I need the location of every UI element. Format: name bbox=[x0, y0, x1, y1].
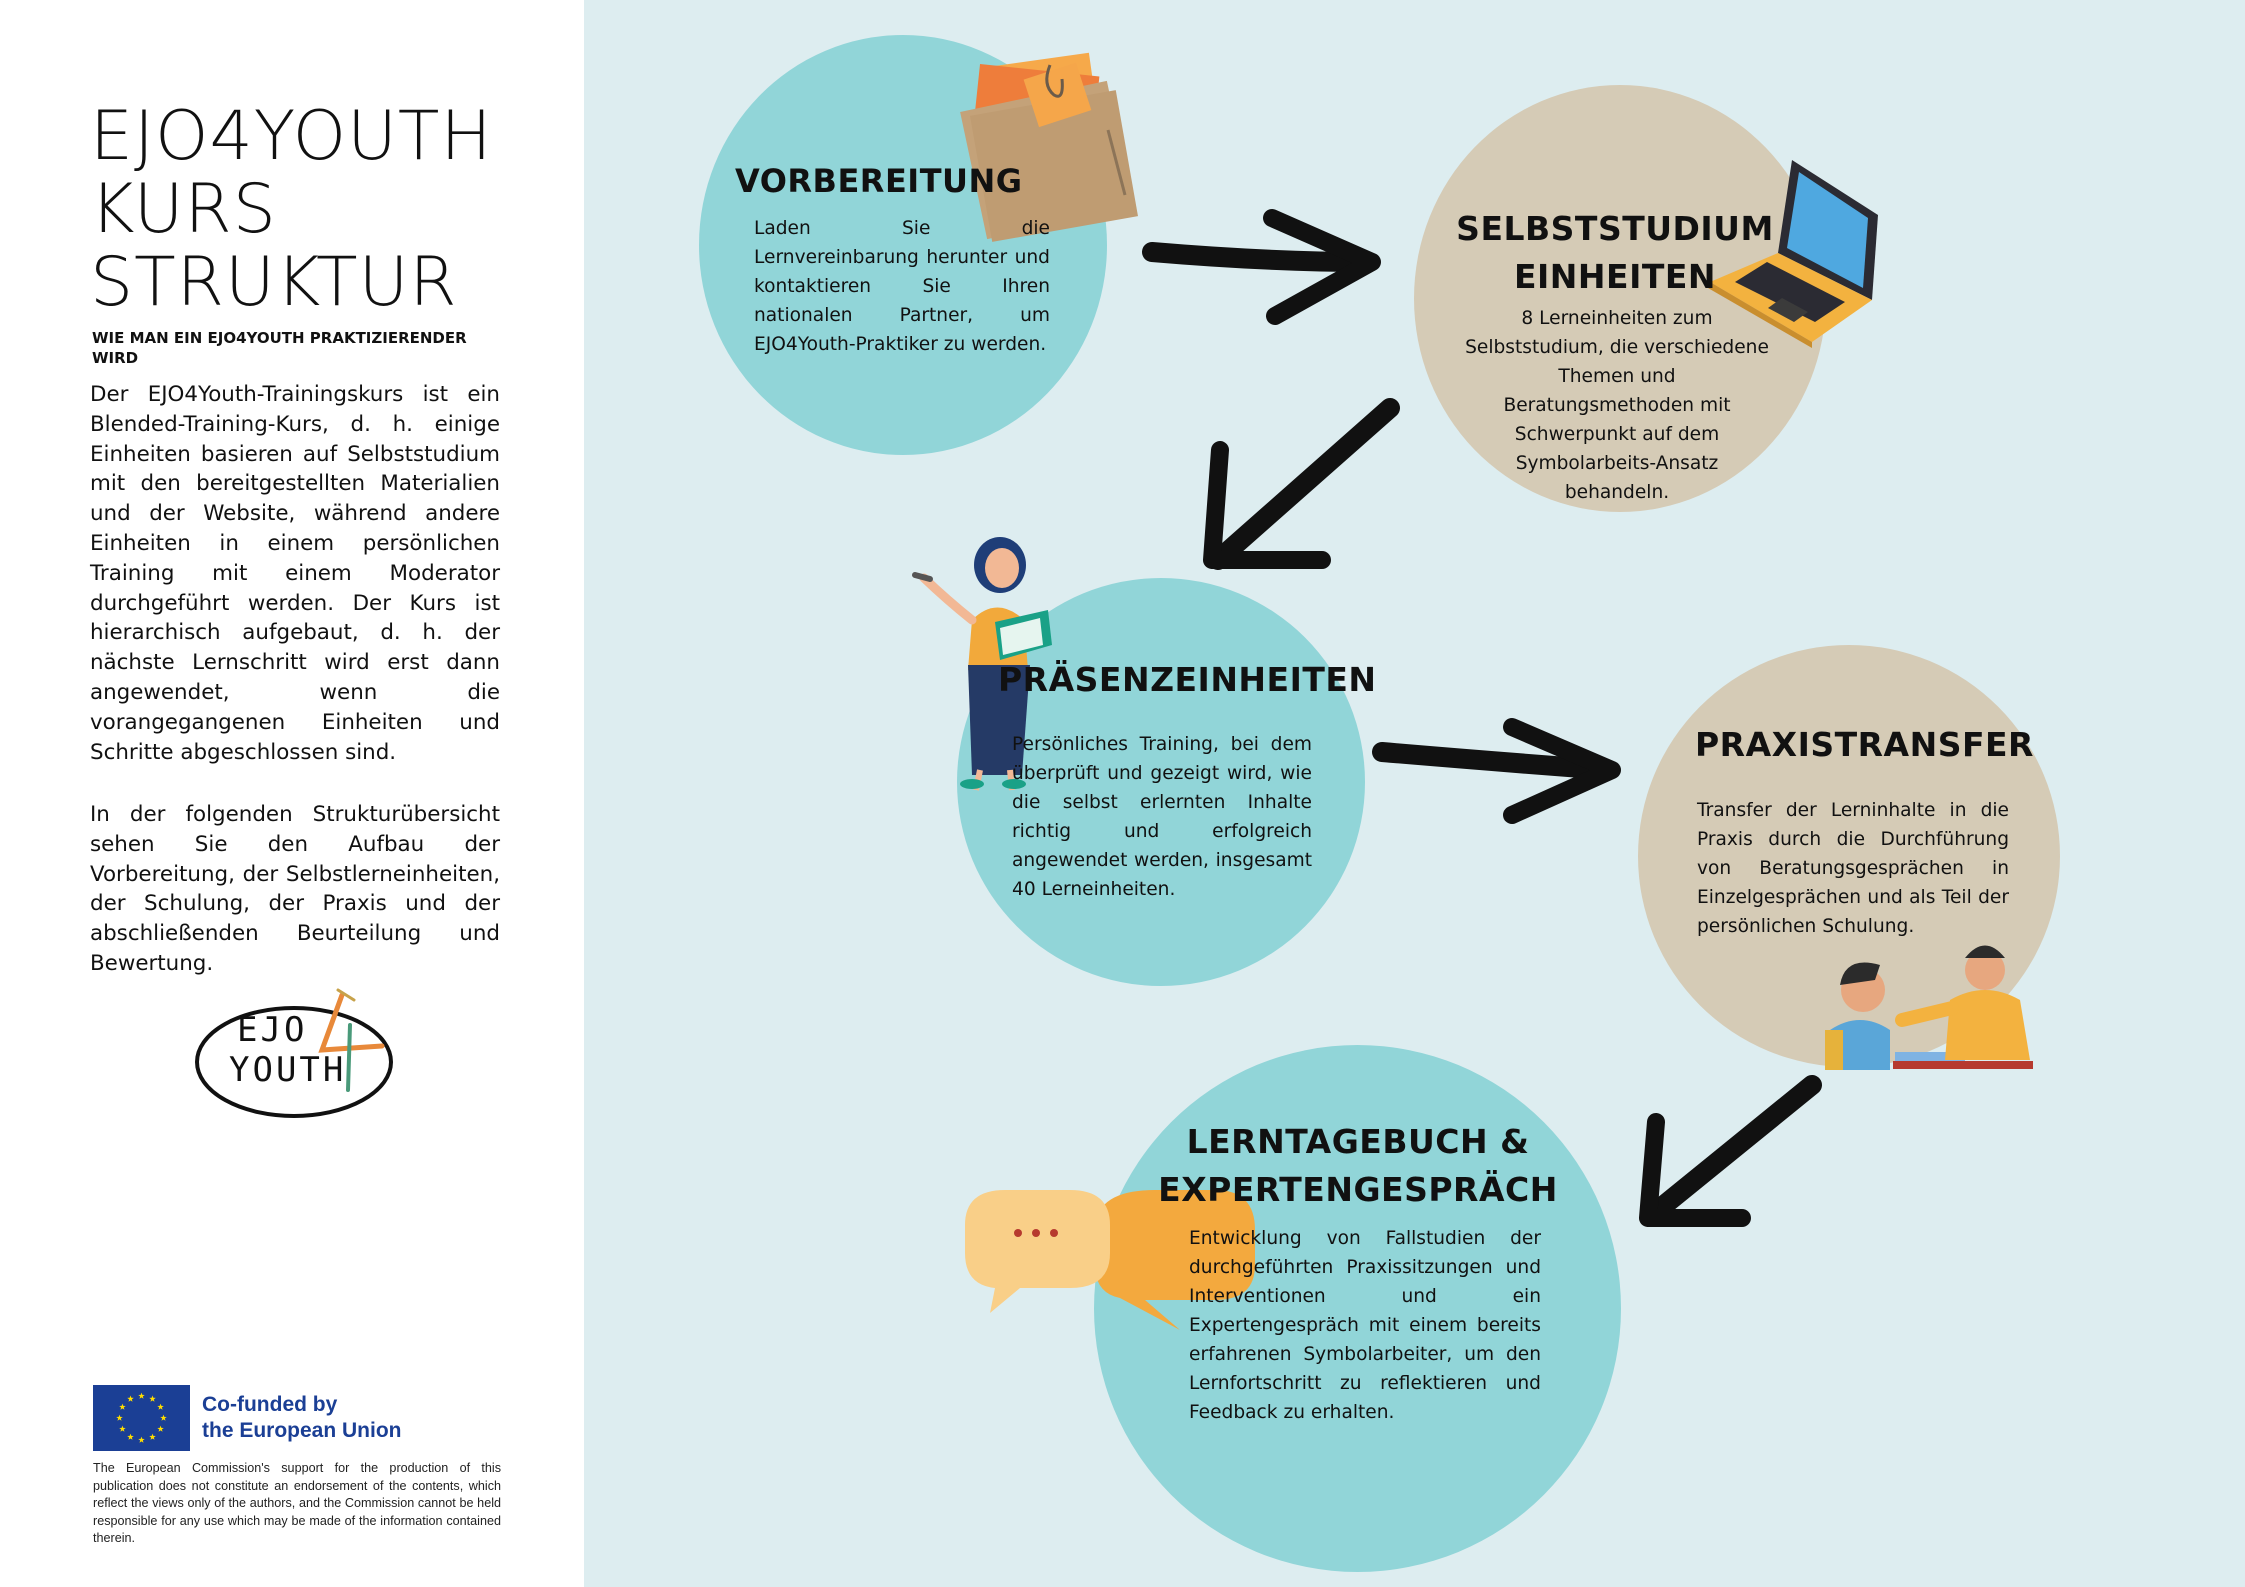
arrow-praxis-to-lerntagebuch bbox=[1652, 1085, 1812, 1215]
heading-lerntagebuch-line-1: LERNTAGEBUCH & bbox=[1186, 1122, 1530, 1161]
text-selbststudium: 8 Lerneinheiten zum Selbststudium, die verschiedene Themen und Beratungsmethoden mit Schwerpunkt auf dem Symbolarbeits-Ansatz behandeln. bbox=[1465, 308, 1769, 503]
intro-paragraph: Der EJO4Youth-Trainingskurs ist ein Blended-Training-Kurs, d. h. einige Einheiten basieren auf Selbststudium mit den bereitgestellten Materialien und der Website, während andere Einheiten in einem persönlichen Training mit einem Moderator durchgeführt werden. Der Kurs ist hierarchisch aufgebaut, d. h. der nächste Lernschritt wird erst dann angewendet, wenn die vorangegangenen Einheiten und Schritte abgeschlossen sind. bbox=[90, 382, 500, 765]
text-praesenz: Persönliches Training, bei dem überprüft und gezeigt wird, wie die selbst erlernten Inhalte richtig und erfolgreich angewendet werden, insgesamt 40 Lerneinheiten. bbox=[1012, 734, 1312, 900]
text-lerntagebuch: Entwicklung von Fallstudien der durchgeführten Praxissitzungen und Interventionen und ein Expertengespräch mit einem bereits erfahrenen Symbolarbeiter, um den Lernfortschritt zu reflektieren und Feedback zu erhalten. bbox=[1189, 1228, 1541, 1423]
title-line-3: STRUKTUR bbox=[90, 243, 458, 322]
title-line-1: EJO4YOUTH bbox=[90, 97, 493, 176]
logo-text-youth: YOUTH bbox=[229, 1050, 347, 1090]
heading-selbststudium bbox=[1454, 205, 1776, 301]
heading-praxis: PRAXISTRANSFER bbox=[1695, 725, 2034, 764]
logo-text-ejo: EJO bbox=[237, 1010, 308, 1050]
counseling-illustration-icon bbox=[1825, 946, 2033, 1071]
overview-paragraph: In der folgenden Strukturübersicht sehen Sie den Aufbau der Vorbereitung, der Selbstlerneinheiten, der Schulung, der Praxis und der abschließenden Beurteilung und Bewertung. bbox=[90, 802, 500, 976]
heading-selbststudium-line-2: EINHEITEN bbox=[1513, 257, 1717, 296]
title-line-2: KURS bbox=[90, 170, 277, 249]
text-vorbereitung: Laden Sie die Lernvereinbarung herunter und kontaktieren Sie Ihren nationalen Partner, um EJO4Youth-Praktiker zu werden. bbox=[754, 218, 1050, 355]
heading-vorbereitung: VORBEREITUNG bbox=[735, 162, 1023, 200]
heading-praesenz: PRÄSENZEINHEITEN bbox=[998, 660, 1377, 699]
eu-line-1: Co-funded by bbox=[202, 1393, 338, 1416]
eu-line-2: the European Union bbox=[202, 1419, 402, 1442]
heading-lerntagebuch bbox=[1148, 1118, 1568, 1214]
text-praxis: Transfer der Lerninhalte in die Praxis durch die Durchführung von Beratungsgesprächen in Einzelgesprächen und als Teil der persönlichen Schulung. bbox=[1697, 800, 2009, 937]
heading-selbststudium-line-1: SELBSTSTUDIUM bbox=[1456, 209, 1774, 248]
page-subtitle: WIE MAN EIN EJO4YOUTH PRAKTIZIERENDER WIRD bbox=[92, 329, 467, 367]
heading-lerntagebuch-line-2: EXPERTENGESPRÄCH bbox=[1158, 1170, 1558, 1209]
arrow-selbststudium-to-praesenz bbox=[1218, 408, 1390, 560]
eu-disclaimer: The European Commission's support for the production of this publication does not constitute an endorsement of the contents, which reflect the views only of the authors, and the Commission cannot be held responsible for any use which may be made of the information contained therein. bbox=[93, 1461, 501, 1546]
